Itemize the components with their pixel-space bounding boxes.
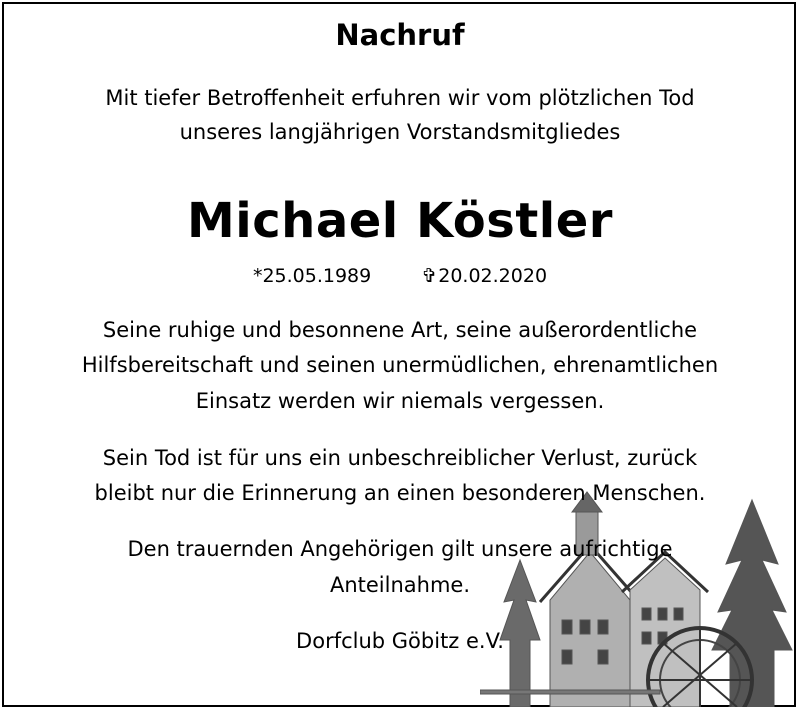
death-date: 20.02.2020 bbox=[438, 265, 548, 287]
signature: Dorfclub Göbitz e.V. bbox=[296, 629, 504, 653]
paragraph2-line-1: Sein Tod ist für uns ein unbeschreiblicher Verlust, zurück bbox=[102, 446, 698, 470]
paragraph3-line-1: Den trauernden Angehörigen gilt unsere aufrichtige bbox=[127, 537, 673, 561]
cross-icon: ✞ bbox=[421, 265, 438, 287]
paragraph1-line-3: Einsatz werden wir niemals vergessen. bbox=[195, 389, 605, 413]
notice-heading: Nachruf bbox=[335, 18, 465, 52]
birth-date: *25.05.1989 bbox=[252, 265, 372, 287]
intro-line-1: Mit tiefer Betroffenheit erfuhren wir vom plötzlichen Tod bbox=[105, 86, 695, 110]
deceased-name: Michael Köstler bbox=[187, 193, 613, 249]
paragraph1-line-1: Seine ruhige und besonnene Art, seine außerordentliche bbox=[102, 318, 698, 342]
paragraph2-line-2: bleibt nur die Erinnerung an einen besonderen Menschen. bbox=[94, 481, 706, 505]
intro-line-2: unseres langjährigen Vorstandsmitgliedes bbox=[179, 120, 621, 144]
paragraph1-line-2: Hilfsbereitschaft und seinen unermüdlichen, ehrenamtlichen bbox=[81, 353, 719, 377]
village-mill-illustration bbox=[480, 490, 796, 707]
paragraph3-line-2: Anteilnahme. bbox=[329, 573, 471, 597]
life-dates bbox=[0, 265, 800, 287]
